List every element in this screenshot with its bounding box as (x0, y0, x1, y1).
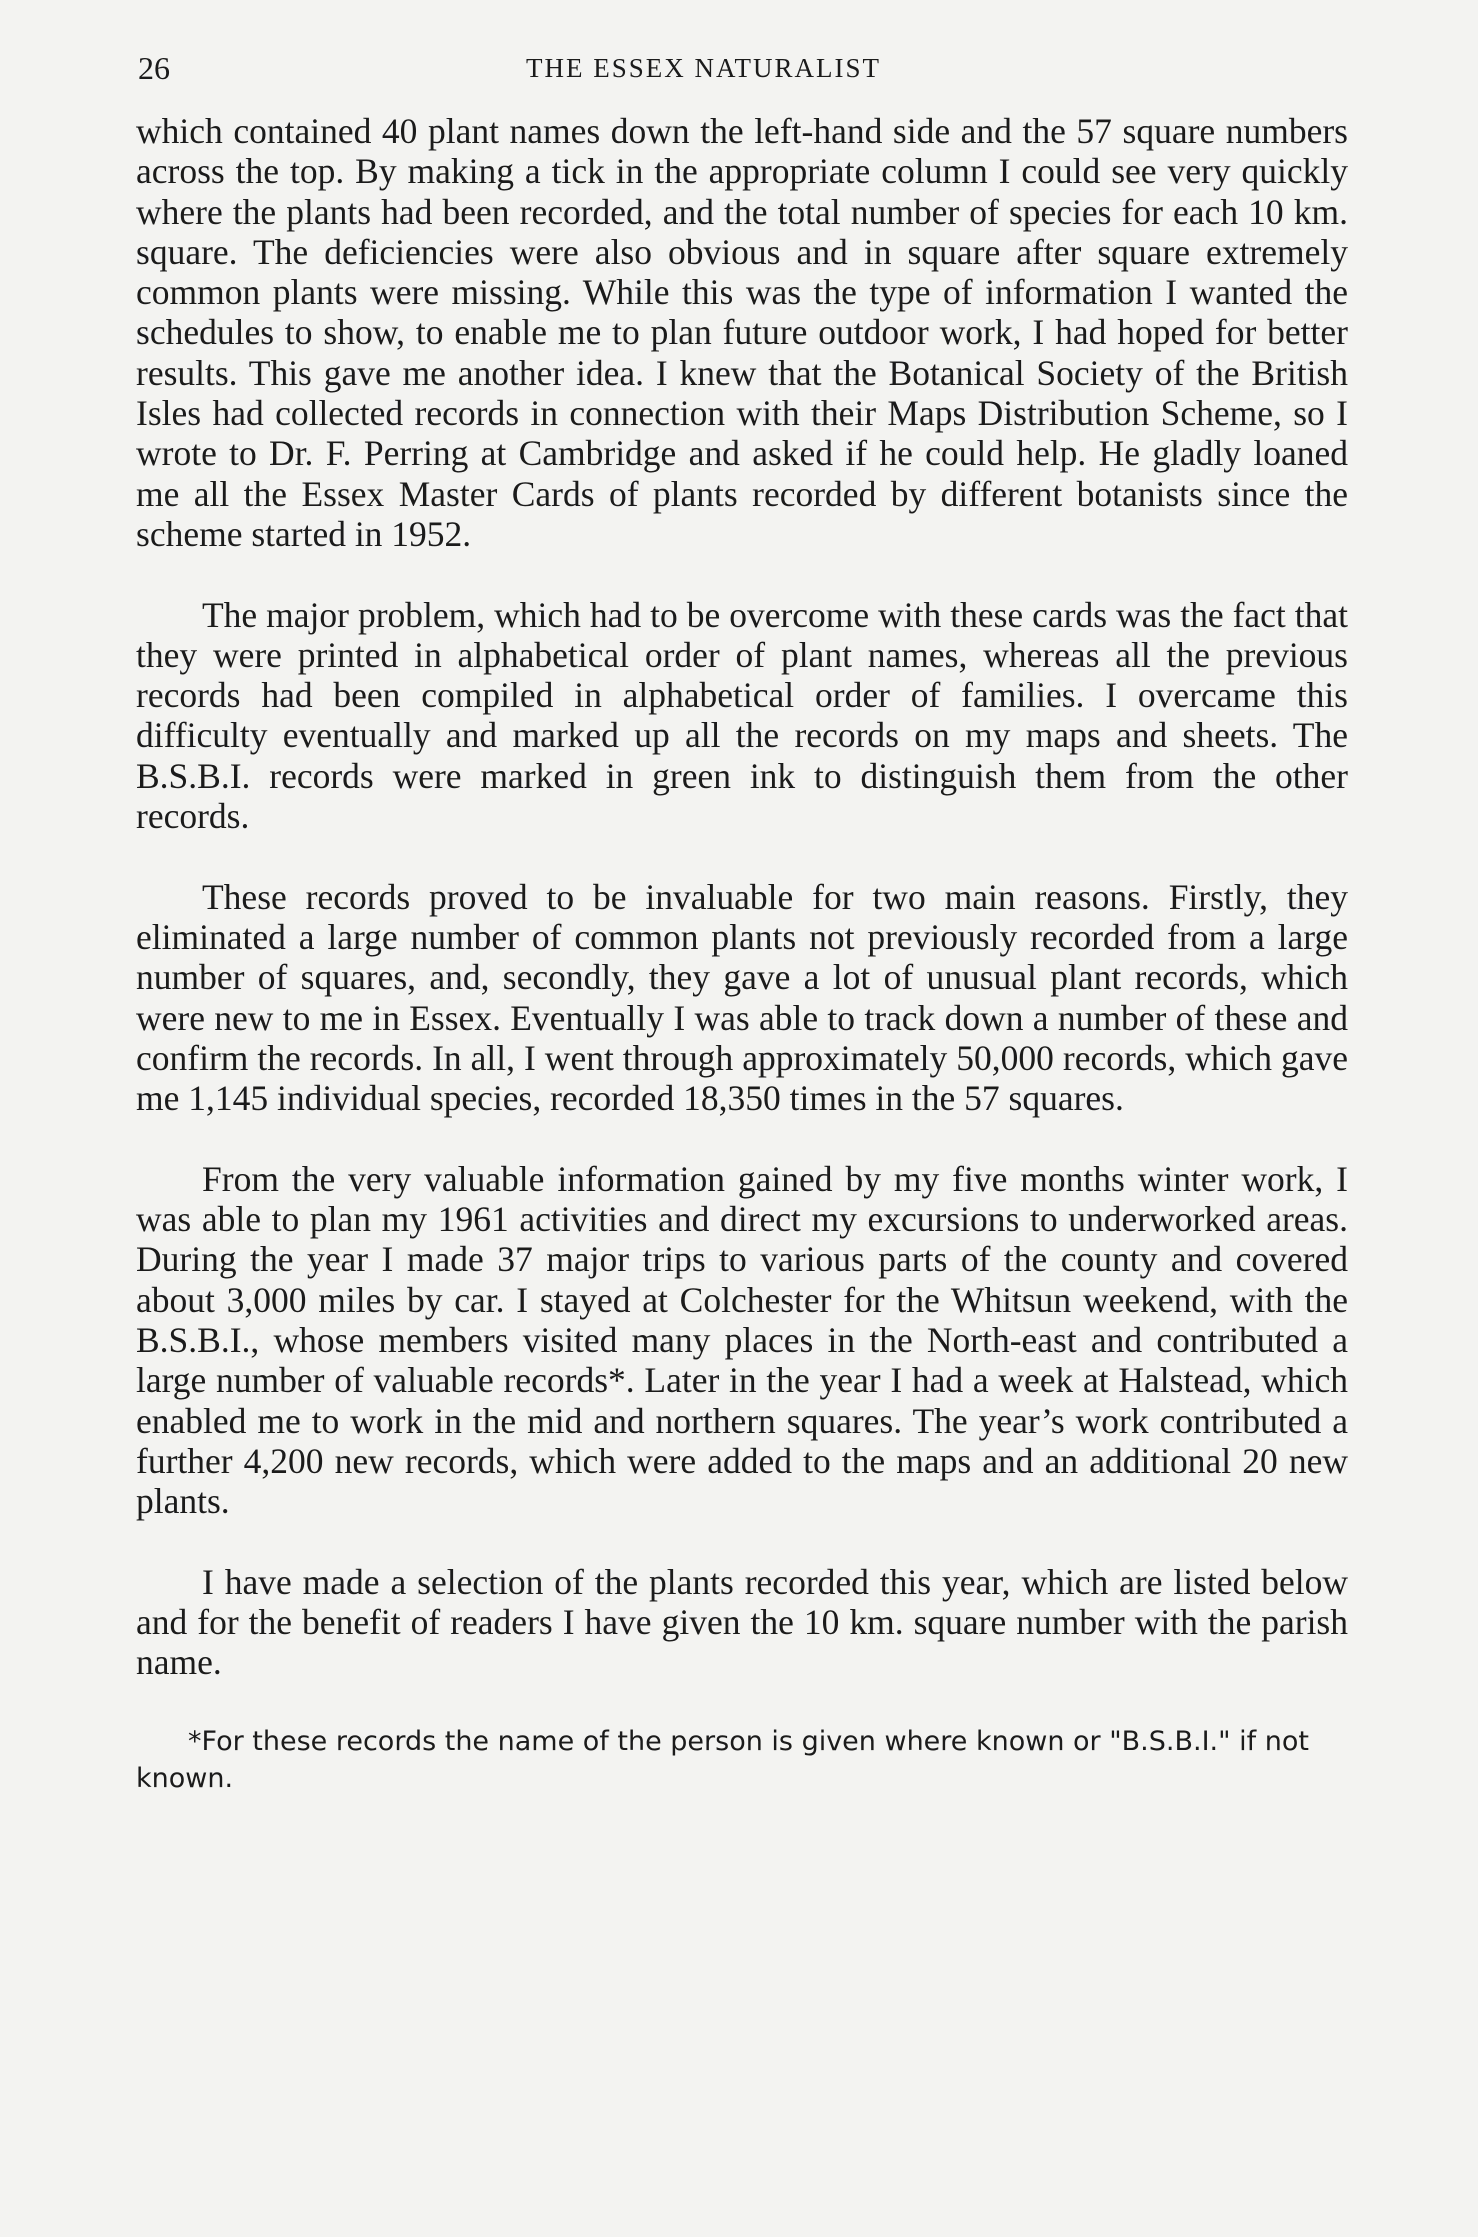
paragraph: These records proved to be invaluable for two main reasons. Firstly, they eliminated a large number of common plants not previously recorded from a large number of squares, and, secondly, they gave a lot of unusual plant records, which were new to me in Essex. Eventually I was able to track down a number of these and confirm the records. In all, I went through approximately 50,000 records, which gave me 1,145 individual species, recorded 18,350 times in the 57 squares. (136, 876, 1348, 1119)
paragraph: I have made a selection of the plants recorded this year, which are listed below and for the benefit of readers I have given the 10 km. square number with the parish name. (136, 1561, 1348, 1683)
running-title: THE ESSEX NATURALIST (526, 53, 881, 83)
body-text (136, 111, 1348, 1797)
paragraph-continuation: which contained 40 plant names down the left-hand side and the 57 square numbers across the top. By making a tick in the appropriate column I could see very quickly where the plants had been recorded, and the total number of species for each 10 km. square. The deficiencies were also obvious and in square after square extremely common plants were missing. While this was the type of information I wanted the schedules to show, to enable me to plan future outdoor work, I had hoped for better results. This gave me another idea. I knew that the Botanical Society of the British Isles had collected records in connection with their Maps Distribution Scheme, so I wrote to Dr. F. Perring at Cambridge and asked if he could help. He gladly loaned me all the Essex Master Cards of plants recorded by different botanists since the scheme started in 1952. (136, 111, 1348, 554)
footnote: *For these records the name of the person is given where known or "B.S.B.I." if not known. (136, 1725, 1309, 1794)
paragraph: The major problem, which had to be overcome with these cards was the fact that they were printed in alphabetical order of plant names, whereas all the previous records had been compiled in alphabetical order of families. I overcame this difficulty eventually and marked up all the records on my maps and sheets. The B.S.B.I. records were marked in green ink to distinguish them from the other records. (136, 594, 1348, 837)
paragraph: From the very valuable information gained by my five months winter work, I was able to plan my 1961 activities and direct my excursions to underworked areas. During the year I made 37 major trips to various parts of the county and covered about 3,000 miles by car. I stayed at Colchester for the Whitsun weekend, with the B.S.B.I., whose members visited many places in the North-east and contributed a large number of valuable records*. Later in the year I had a week at Halstead, which enabled me to work in the mid and northern squares. The year’s work contributed a further 4,200 new records, which were added to the maps and an additional 20 new plants. (136, 1158, 1348, 1522)
page-number: 26 (138, 50, 170, 86)
page-header (138, 48, 1348, 88)
